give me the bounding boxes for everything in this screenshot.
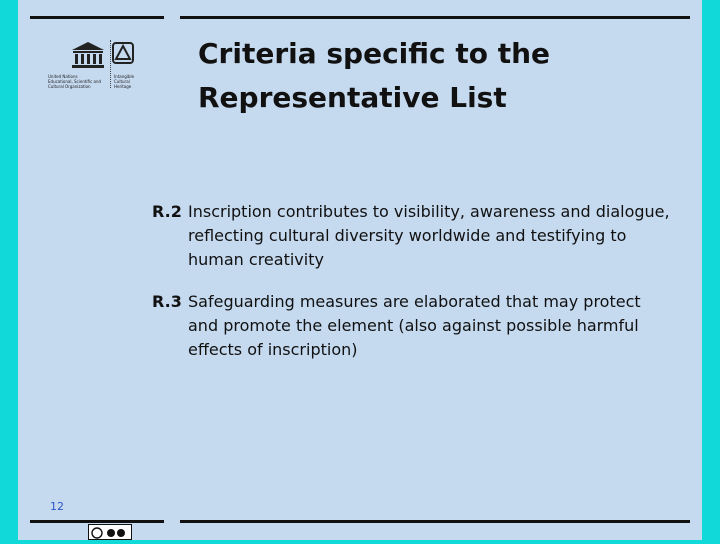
creative-commons-license-icon	[88, 524, 132, 540]
criterion-code: R.3	[152, 292, 182, 311]
logo-program-text: Intangible Cultural Heritage	[114, 74, 135, 89]
top-rule-right	[180, 16, 690, 19]
page-number: 12	[50, 500, 64, 513]
criterion-text: Inscription contributes to visibility, awareness and dialogue, reflecting cultural diversity worldwide and testifying to human creativity	[188, 202, 670, 269]
criterion-code: R.2	[152, 202, 182, 221]
top-rule-left	[30, 16, 164, 19]
bottom-rule-left	[30, 520, 164, 523]
slide-title: Criteria specific to the Representative List	[198, 37, 551, 114]
unesco-logo	[48, 38, 140, 94]
bottom-rule-right	[180, 520, 690, 523]
criterion-text: Safeguarding measures are elaborated that may protect and promote the element (also against possible harmful effects of inscription)	[188, 292, 641, 359]
criterion-r2	[152, 200, 672, 272]
criterion-r3	[152, 290, 672, 362]
intangible-heritage-emblem-icon	[112, 42, 134, 64]
unesco-temple-icon	[70, 40, 106, 70]
slide	[18, 0, 702, 540]
logo-org-text: United Nations Educational, Scientific and Cultural Organization	[48, 74, 102, 89]
